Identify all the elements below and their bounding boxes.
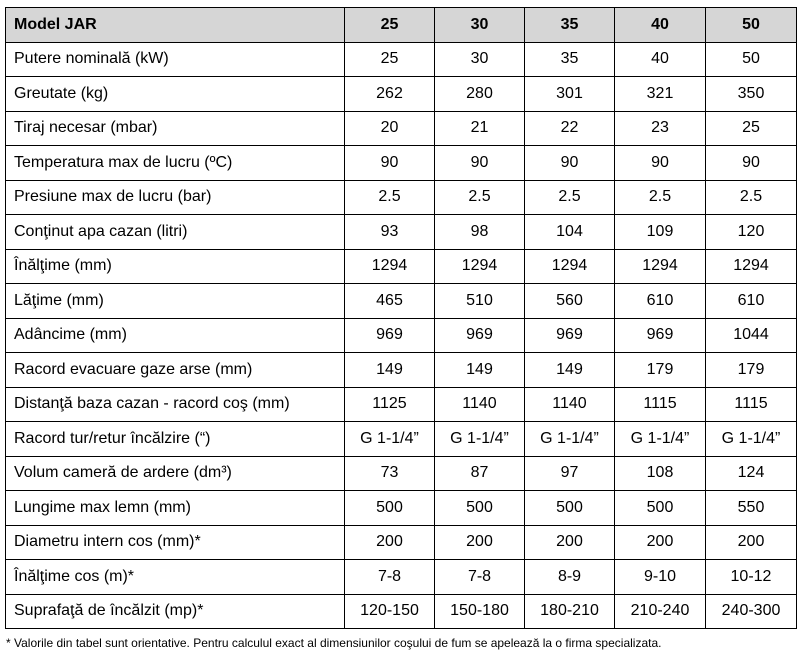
row-value: 104: [525, 215, 615, 250]
row-value: 1044: [706, 318, 797, 353]
row-value: 179: [615, 353, 706, 388]
row-value: 500: [345, 491, 435, 526]
row-value: 321: [615, 77, 706, 112]
row-label: Diametru intern cos (mm)*: [6, 525, 345, 560]
row-value: 25: [706, 111, 797, 146]
row-value: 1294: [525, 249, 615, 284]
row-label: Adâncime (mm): [6, 318, 345, 353]
row-value: 200: [706, 525, 797, 560]
table-body: [6, 42, 797, 629]
table-row: [6, 249, 797, 284]
row-value: 1140: [525, 387, 615, 422]
row-value: 149: [435, 353, 525, 388]
row-value: 93: [345, 215, 435, 250]
row-value: 200: [525, 525, 615, 560]
row-value: 969: [435, 318, 525, 353]
row-value: 969: [345, 318, 435, 353]
header-model-40: 40: [615, 8, 706, 43]
row-value: 87: [435, 456, 525, 491]
row-value: 124: [706, 456, 797, 491]
row-value: 210-240: [615, 594, 706, 629]
row-label: Distanţă baza cazan - racord coş (mm): [6, 387, 345, 422]
row-value: 1115: [706, 387, 797, 422]
row-value: 50: [706, 42, 797, 77]
row-value: 560: [525, 284, 615, 319]
row-value: 465: [345, 284, 435, 319]
row-value: 7-8: [435, 560, 525, 595]
row-value: 30: [435, 42, 525, 77]
row-value: 120-150: [345, 594, 435, 629]
row-value: G 1-1/4”: [345, 422, 435, 457]
row-label: Conţinut apa cazan (litri): [6, 215, 345, 250]
row-value: 120: [706, 215, 797, 250]
row-label: Înălţime (mm): [6, 249, 345, 284]
table-row: [6, 180, 797, 215]
table-row: [6, 215, 797, 250]
table-row: [6, 77, 797, 112]
row-value: 510: [435, 284, 525, 319]
table-row: [6, 387, 797, 422]
row-value: 150-180: [435, 594, 525, 629]
row-value: 969: [615, 318, 706, 353]
row-label: Volum cameră de ardere (dm³): [6, 456, 345, 491]
row-value: 1115: [615, 387, 706, 422]
row-value: 90: [706, 146, 797, 181]
row-value: 98: [435, 215, 525, 250]
header-model-30: 30: [435, 8, 525, 43]
row-value: 25: [345, 42, 435, 77]
row-value: 180-210: [525, 594, 615, 629]
footnote: * Valorile din tabel sunt orientative. Pentru calculul exact al dimensiunilor coşului de fum se apelează la o firma specializata.: [6, 636, 662, 650]
row-value: 21: [435, 111, 525, 146]
row-value: 90: [615, 146, 706, 181]
row-value: 10-12: [706, 560, 797, 595]
row-value: 200: [615, 525, 706, 560]
row-value: 8-9: [525, 560, 615, 595]
row-value: 35: [525, 42, 615, 77]
row-value: 109: [615, 215, 706, 250]
row-value: 500: [615, 491, 706, 526]
row-value: 610: [706, 284, 797, 319]
row-value: 610: [615, 284, 706, 319]
header-model-label: Model JAR: [6, 8, 345, 43]
row-value: 240-300: [706, 594, 797, 629]
header-model-35: 35: [525, 8, 615, 43]
row-label: Racord tur/retur încălzire (“): [6, 422, 345, 457]
row-value: 500: [435, 491, 525, 526]
row-value: 7-8: [345, 560, 435, 595]
row-label: Putere nominală (kW): [6, 42, 345, 77]
table-row: [6, 525, 797, 560]
table-row: [6, 284, 797, 319]
row-value: 40: [615, 42, 706, 77]
row-value: 1294: [615, 249, 706, 284]
row-value: 200: [435, 525, 525, 560]
row-value: 280: [435, 77, 525, 112]
row-value: 550: [706, 491, 797, 526]
table-row: [6, 318, 797, 353]
table-row: [6, 111, 797, 146]
row-value: 1125: [345, 387, 435, 422]
row-value: 23: [615, 111, 706, 146]
row-value: 179: [706, 353, 797, 388]
row-value: 2.5: [345, 180, 435, 215]
row-value: 2.5: [615, 180, 706, 215]
row-value: 149: [345, 353, 435, 388]
row-value: 73: [345, 456, 435, 491]
row-value: 500: [525, 491, 615, 526]
table-row: [6, 491, 797, 526]
table-row: [6, 456, 797, 491]
row-value: 90: [525, 146, 615, 181]
row-value: 90: [345, 146, 435, 181]
row-value: 108: [615, 456, 706, 491]
table-row: [6, 42, 797, 77]
row-label: Tiraj necesar (mbar): [6, 111, 345, 146]
row-value: 350: [706, 77, 797, 112]
row-label: Temperatura max de lucru (ºC): [6, 146, 345, 181]
row-value: G 1-1/4”: [525, 422, 615, 457]
row-value: 90: [435, 146, 525, 181]
row-value: 262: [345, 77, 435, 112]
row-label: Suprafaţă de încălzit (mp)*: [6, 594, 345, 629]
row-label: Presiune max de lucru (bar): [6, 180, 345, 215]
row-value: 969: [525, 318, 615, 353]
row-value: 20: [345, 111, 435, 146]
specifications-table: [5, 7, 797, 629]
table-row: [6, 560, 797, 595]
row-value: G 1-1/4”: [706, 422, 797, 457]
row-value: 2.5: [525, 180, 615, 215]
table-row: [6, 594, 797, 629]
row-value: 2.5: [435, 180, 525, 215]
row-value: G 1-1/4”: [615, 422, 706, 457]
row-value: 1294: [345, 249, 435, 284]
row-value: 22: [525, 111, 615, 146]
row-value: 9-10: [615, 560, 706, 595]
header-model-50: 50: [706, 8, 797, 43]
row-label: Greutate (kg): [6, 77, 345, 112]
row-label: Racord evacuare gaze arse (mm): [6, 353, 345, 388]
row-value: 301: [525, 77, 615, 112]
row-value: 1294: [435, 249, 525, 284]
row-value: 200: [345, 525, 435, 560]
row-value: 97: [525, 456, 615, 491]
table-row: [6, 146, 797, 181]
header-model-25: 25: [345, 8, 435, 43]
row-value: 1294: [706, 249, 797, 284]
row-value: G 1-1/4”: [435, 422, 525, 457]
row-value: 149: [525, 353, 615, 388]
table-row: [6, 353, 797, 388]
table-row: [6, 422, 797, 457]
row-value: 2.5: [706, 180, 797, 215]
table-header-row: [6, 8, 797, 43]
row-label: Lăţime (mm): [6, 284, 345, 319]
row-label: Înălţime cos (m)*: [6, 560, 345, 595]
row-value: 1140: [435, 387, 525, 422]
row-label: Lungime max lemn (mm): [6, 491, 345, 526]
